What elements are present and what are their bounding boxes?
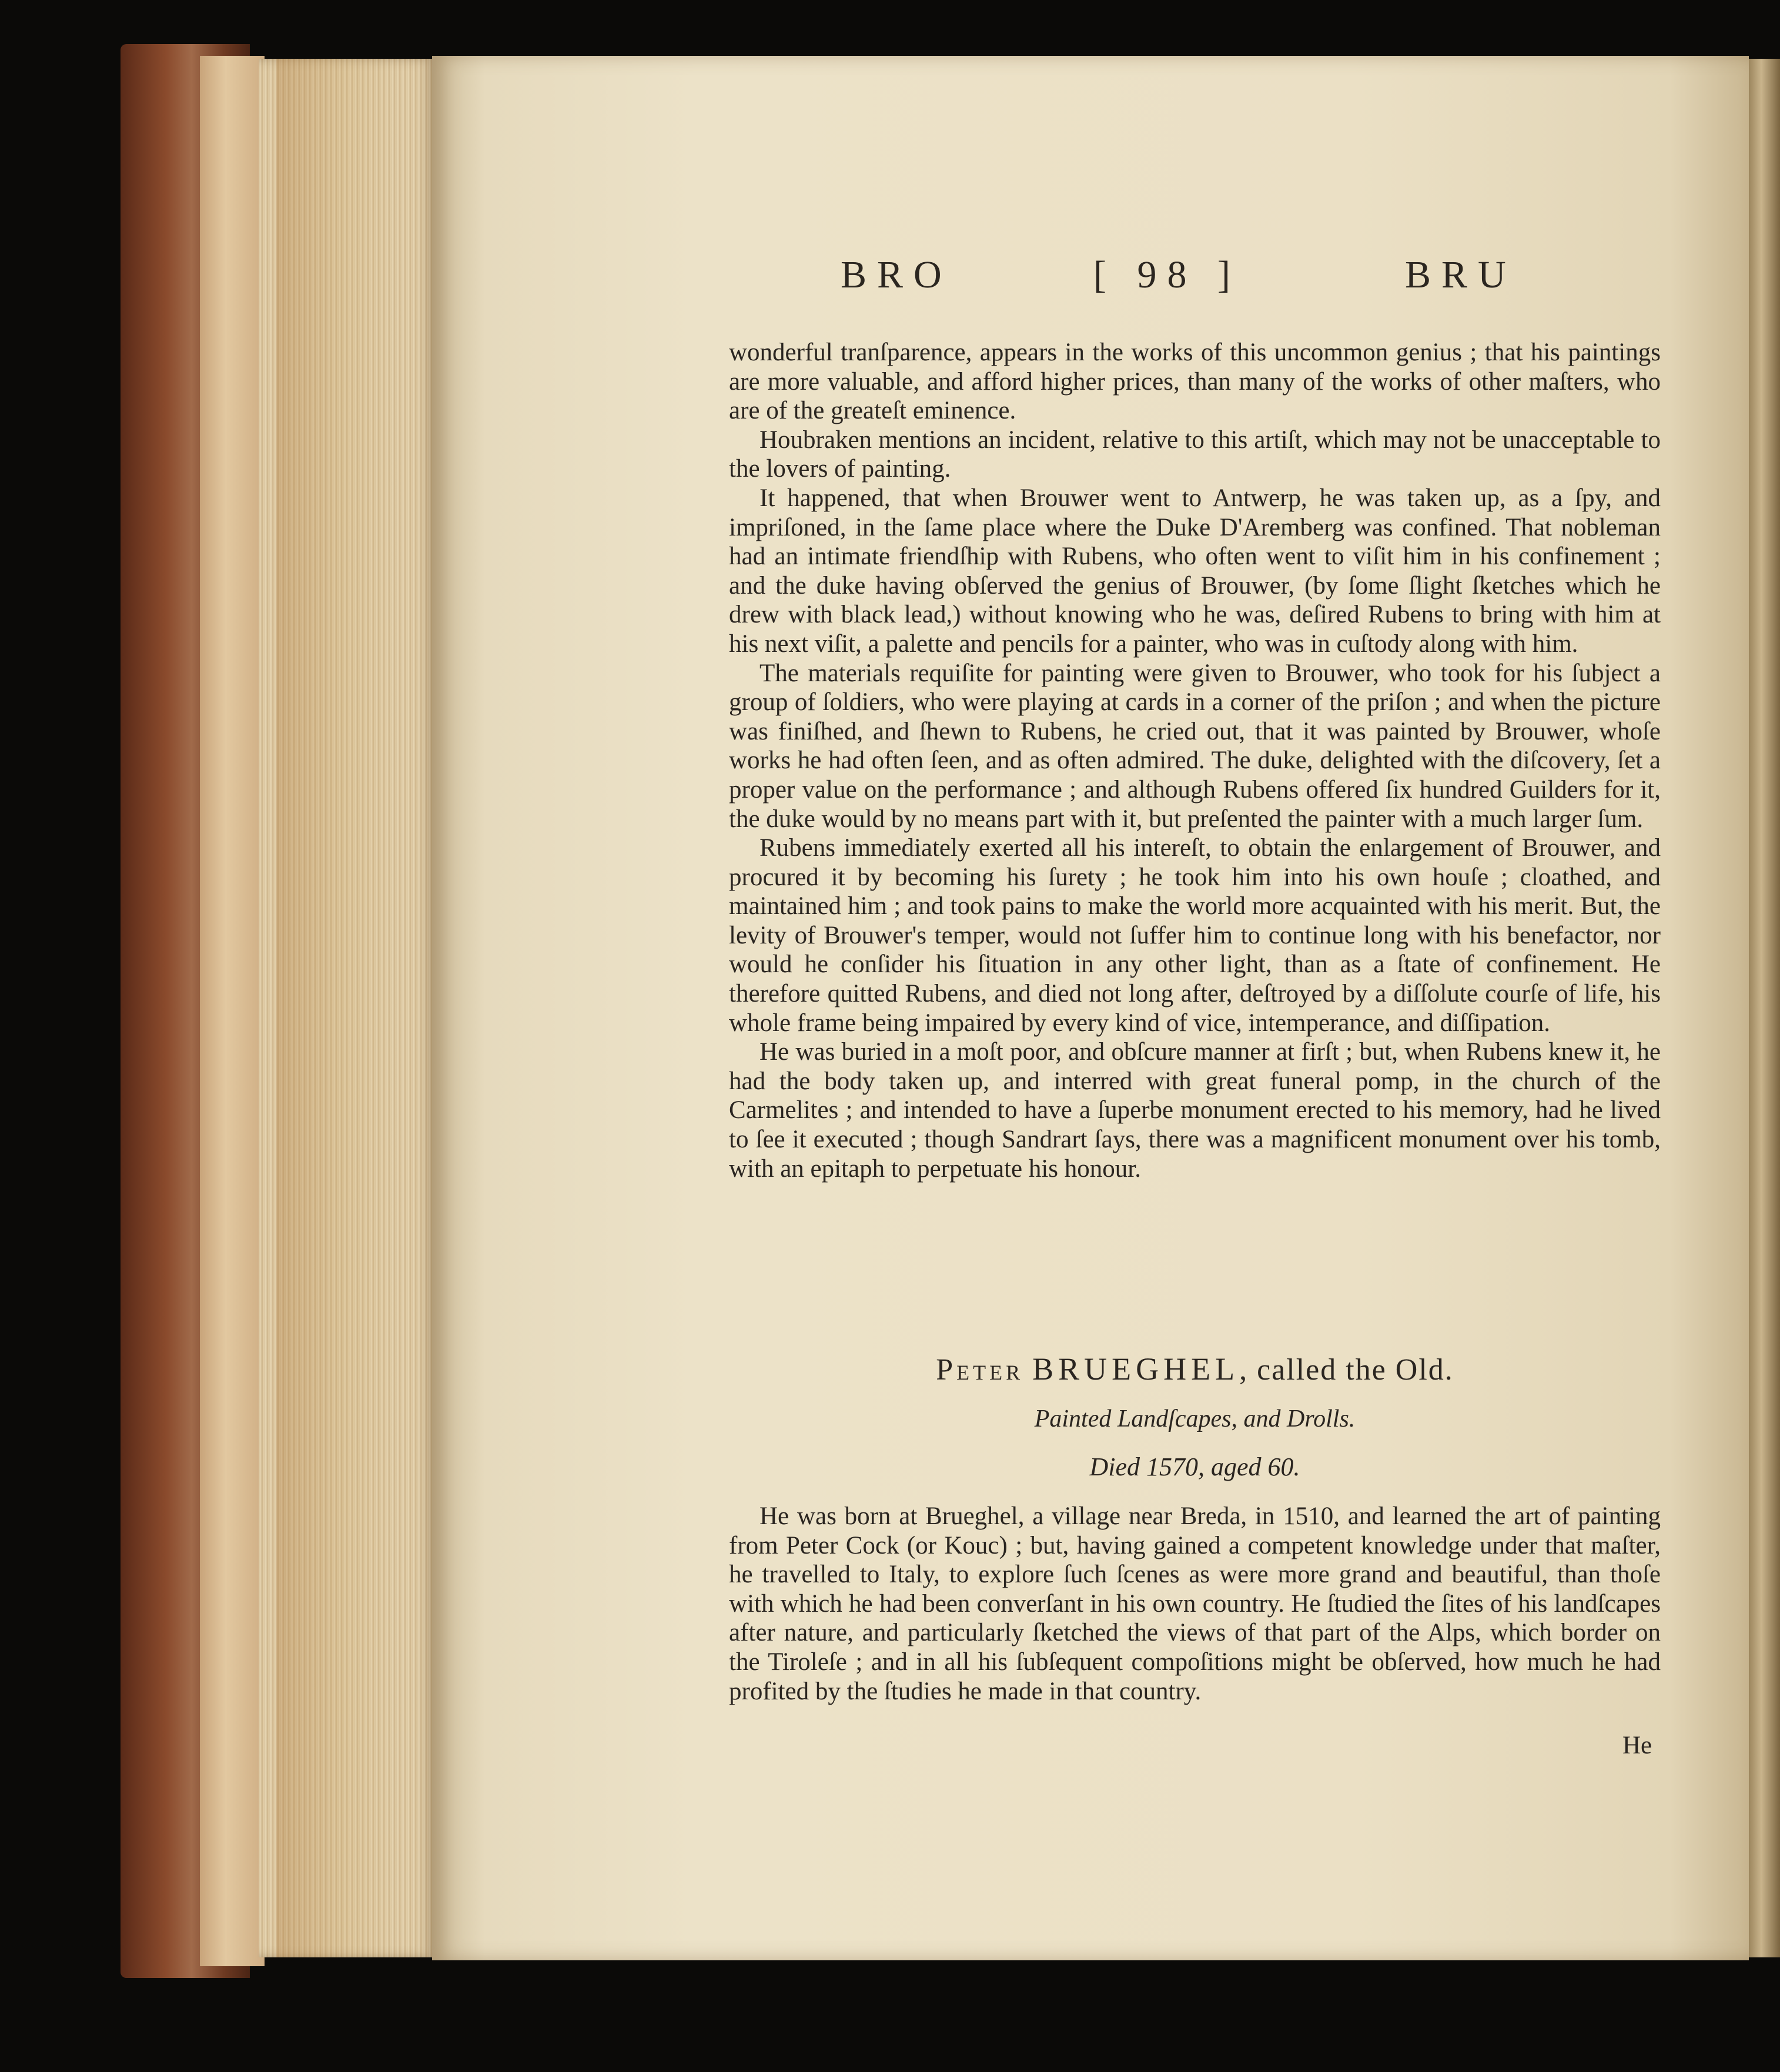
entry-epithet: , called the Old.	[1239, 1353, 1454, 1387]
paragraph: He was born at Brueghel, a village near Breda, in 1510, and learned the art of painting from Peter Cock (or Kouc) ; but, having gained a competent knowledge under that maſter, he travelled to Italy, to explore ſuch ſcenes as were more grand and beautiful, than thoſe with which he had been converſant in his own country. He ſtudied the ſites of his landſcapes after nature, and particularly ſketched the views of that part of the Alps, which border on the Tiroleſe ; and in all his ſubſequent compoſitions might be obſerved, how much he had profited by the ſtudies he made in that country.	[729, 1502, 1661, 1705]
body-text	[729, 338, 1661, 1183]
cover-edge	[200, 56, 265, 1966]
page-stack-shade	[276, 59, 394, 1957]
facing-page-edge	[1749, 59, 1780, 1957]
entry-subject: Painted Landſcapes, and Drolls.	[1034, 1405, 1356, 1432]
running-head-left: BRO	[841, 253, 952, 296]
paragraph: Houbraken mentions an incident, relative to this artiſt, which may not be unacceptable to the lovers of painting.	[729, 426, 1661, 483]
paragraph: It happened, that when Brouwer went to Antwerp, he was taken up, as a ſpy, and impriſoned, in the ſame place where the Duke D'Aremberg was confined. That nobleman had an intimate friendſhip with Rubens, who often went to viſit him in his confinement ; and the duke having obſerved the genius of Brouwer, (by ſome ſlight ſketches which he drew with black lead,) without knowing who he was, deſired Rubens to bring with him at his next viſit, a palette and pencils for a painter, who was in cuſtody along with him.	[729, 484, 1661, 658]
paragraph: Rubens immediately exerted all his intereſt, to obtain the enlargement of Brouwer, and procured it by becoming his ſurety ; he took him into his own houſe ; cloathed, and maintained him ; and took pains to make the world more acquainted with his merit. But, the levity of Brouwer's temper, would not ſuffer him to continue long with his benefactor, nor would he conſider his ſituation in any other light, than as a ſtate of confinement. He therefore quitted Rubens, and died not long after, deſtroyed by a diſſolute courſe of life, his whole frame being impaired by every kind of vice, intemperance, and diſſipation.	[729, 834, 1661, 1037]
entry-first-name: Peter	[936, 1353, 1024, 1387]
entry-heading	[729, 1351, 1661, 1387]
running-head-right: BRU	[1405, 253, 1517, 296]
running-head	[841, 253, 1534, 317]
entry-surname: BRUEGHEL	[1032, 1351, 1240, 1387]
paragraph: wonderful tranſparence, appears in the works of this uncommon genius ; that his paintings are more valuable, and afford higher prices, than many of the works of other maſters, who are of the greateſt eminence.	[729, 339, 1661, 425]
page-number: [ 98 ]	[1093, 253, 1241, 296]
paragraph: He was buried in a moſt poor, and obſcure manner at firſt ; but, when Rubens knew it, he had the body taken up, and interred with great funeral pomp, in the church of the Carmelites ; and intended to have a ſuperbe monument erected to his memory, had he lived to ſee it executed ; though Sandrart ſays, there was a magnificent monument over his tomb, with an epitaph to perpetuate his honour.	[729, 1038, 1661, 1183]
entry-body-text	[729, 1502, 1661, 1706]
entry-died: Died 1570, aged 60.	[1089, 1452, 1300, 1481]
catchword: He	[1622, 1732, 1652, 1759]
paragraph: The materials requiſite for painting were given to Brouwer, who took for his ſubject a group of ſoldiers, who were playing at cards in a corner of the priſon ; and when the picture was finiſhed, and ſhewn to Rubens, he cried out, that it was painted by Brouwer, whoſe works he had often ſeen, and as often admired. The duke, delighted with the diſcovery, ſet a proper value on the performance ; and although Rubens offered ſix hundred Guilders for it, the duke would by no means part with it, but preſented the painter with a much larger ſum.	[729, 659, 1661, 833]
